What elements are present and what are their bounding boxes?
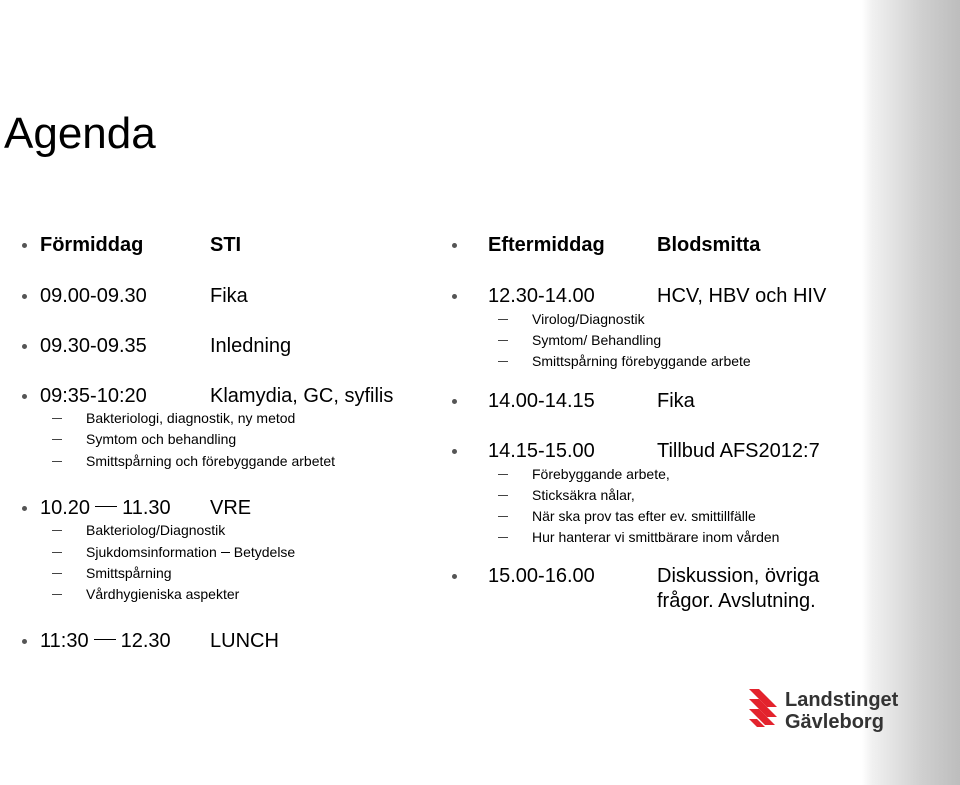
agenda-item (22, 334, 422, 358)
agenda-item-time: 14.15-15.00 (488, 440, 595, 462)
sub-item: Symtom/ Behandling (498, 331, 858, 349)
sub-item: Förebyggande arbete, (498, 465, 858, 483)
bullet-icon (452, 294, 457, 299)
sub-item: Sjukdomsinformation Betydelse (52, 543, 412, 561)
dash-icon (52, 573, 62, 574)
dash-icon (52, 552, 62, 553)
agenda-item-topic: LUNCH (210, 630, 279, 652)
agenda-item (22, 384, 422, 408)
agenda-item-topic: Fika (657, 390, 695, 412)
sub-item: Vårdhygieniska aspekter (52, 585, 412, 603)
bullet-icon (22, 639, 27, 644)
dash-icon (52, 594, 62, 595)
dash-icon (52, 439, 62, 440)
logo-line-2: Gävleborg (785, 711, 884, 733)
agenda-item-topic: Klamydia, GC, syfilis (210, 385, 394, 407)
dash-icon (52, 530, 62, 531)
sub-item: Smittspårning (52, 564, 412, 582)
bullet-icon (452, 574, 457, 579)
dash-icon (94, 639, 116, 640)
agenda-item-time: 11:30 12.30 (40, 630, 171, 652)
bullet-icon (452, 399, 457, 404)
agenda-item-time: 15.00-16.00 (488, 565, 595, 587)
sub-item: Bakteriologi, diagnostik, ny metod (52, 409, 412, 427)
landstinget-logo-mark-icon (745, 685, 781, 731)
dash-icon (498, 495, 508, 496)
morning-header (22, 233, 422, 257)
afternoon-header-label: Eftermiddag (488, 234, 605, 256)
bullet-icon (22, 294, 27, 299)
agenda-item-topic: HCV, HBV och HIV (657, 285, 827, 307)
dash-icon (52, 461, 62, 462)
sub-item: Smittspårning förebyggande arbete (498, 352, 858, 370)
agenda-item-time: 12.30-14.00 (488, 285, 595, 307)
agenda-item (452, 439, 852, 463)
bullet-icon (452, 449, 457, 454)
agenda-item (22, 284, 422, 308)
agenda-item-time: 10.20 11.30 (40, 497, 171, 519)
dash-icon (52, 418, 62, 419)
agenda-item-topic: Fika (210, 285, 248, 307)
dash-icon (498, 340, 508, 341)
agenda-item-topic: VRE (210, 497, 252, 519)
logo-line-1: Landstinget (785, 689, 899, 711)
afternoon-header-topic: Blodsmitta (657, 234, 761, 256)
dash-icon (221, 552, 230, 553)
agenda-item-topic: Inledning (210, 335, 292, 357)
dash-icon (498, 474, 508, 475)
morning-header-topic: STI (210, 234, 242, 256)
agenda-item-time: 09.00-09.30 (40, 285, 147, 307)
bullet-icon (22, 394, 27, 399)
sub-item: När ska prov tas efter ev. smittillfälle (498, 507, 858, 525)
bullet-icon (452, 243, 457, 248)
agenda-item (452, 564, 852, 588)
dash-icon (498, 516, 508, 517)
decorative-side-strip (862, 0, 960, 785)
sub-item: Virolog/Diagnostik (498, 310, 858, 328)
sub-item: Hur hanterar vi smittbärare inom vården (498, 528, 858, 546)
bullet-icon (22, 344, 27, 349)
agenda-item-topic-continued: frågor. Avslutning. (657, 590, 816, 612)
dash-icon (95, 506, 117, 507)
sub-item: Smittspårning och förebyggande arbetet (52, 452, 412, 470)
afternoon-header (452, 233, 852, 257)
landstinget-logo (745, 685, 905, 735)
agenda-item-topic: Diskussion, övriga (657, 565, 820, 587)
sub-item: Bakteriolog/Diagnostik (52, 521, 412, 539)
sub-item: Symtom och behandling (52, 430, 412, 448)
dash-icon (498, 537, 508, 538)
agenda-item-time: 09.30-09.35 (40, 335, 147, 357)
sub-item: Sticksäkra nålar, (498, 486, 858, 504)
agenda-item-time: 09:35-10:20 (40, 385, 147, 407)
bullet-icon (22, 506, 27, 511)
agenda-item (22, 629, 422, 653)
agenda-item (452, 389, 852, 413)
dash-icon (498, 361, 508, 362)
bullet-icon (22, 243, 27, 248)
agenda-item-topic: Tillbud AFS2012:7 (657, 440, 820, 462)
agenda-item (452, 284, 852, 308)
agenda-item (22, 496, 422, 520)
agenda-item-time: 14.00-14.15 (488, 390, 595, 412)
morning-header-label: Förmiddag (40, 234, 144, 256)
page-title: Agenda (4, 109, 156, 158)
dash-icon (498, 319, 508, 320)
